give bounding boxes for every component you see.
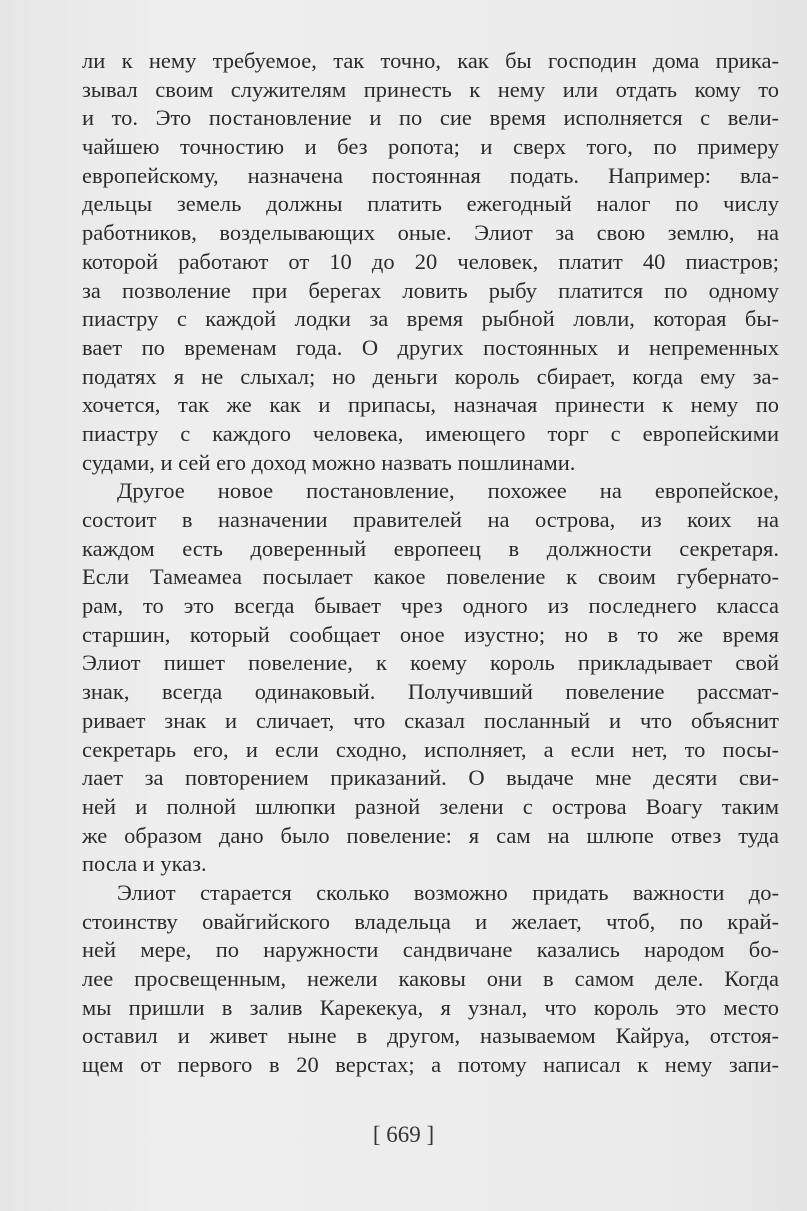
text-line: ней и полной шлюпки разной зелени с острова Воагу таким bbox=[82, 793, 779, 819]
text-line: ривает знак и сличает, что сказал посланный и что объяснит bbox=[82, 707, 779, 733]
text-line: мы пришли в залив Карекекуа, я узнал, что король это место bbox=[82, 994, 779, 1020]
body-text bbox=[82, 47, 779, 1080]
text-line: Другое новое постановление, похожее на европейское, bbox=[117, 478, 779, 504]
text-line: и то. Это постановление и по сие время исполняется с вели- bbox=[82, 105, 779, 131]
paragraph bbox=[82, 47, 779, 477]
text-line: оставил и живет ныне в другом, называемом Кайруа, отстоя- bbox=[82, 1023, 779, 1049]
text-line: лает за повторением приказаний. О выдаче мне десяти сви- bbox=[82, 765, 779, 791]
text-line: же образом дано было повеление: я сам на шлюпе отвез туда bbox=[82, 822, 779, 848]
text-line: каждом есть доверенный европеец в должности секретаря. bbox=[82, 535, 779, 561]
text-line: посла и указ. bbox=[82, 851, 207, 877]
text-line: Элиот пишет повеление, к коему король прикладывает свой bbox=[82, 650, 779, 676]
text-line: Элиот старается сколько возможно придать важности до- bbox=[117, 879, 779, 905]
text-line: работников, возделывающих оные. Элиот за свою землю, на bbox=[82, 220, 779, 246]
text-line: податях я не слыхал; но деньги король сбирает, когда ему за- bbox=[82, 363, 779, 389]
text-line: пиастру с каждого человека, имеющего торг с европейскими bbox=[82, 420, 779, 446]
text-line: старшин, который сообщает оное изустно; но в то же время bbox=[82, 621, 779, 647]
text-line: за позволение при берегах ловить рыбу платится по одному bbox=[82, 277, 779, 303]
text-line: лее просвещенным, нежели каковы они в самом деле. Когда bbox=[82, 966, 779, 991]
text-line: рам, то это всегда бывает чрез одного из последнего класса bbox=[82, 593, 779, 619]
paragraph bbox=[82, 477, 779, 879]
text-line: хочется, так же как и припасы, назначая принести к нему по bbox=[82, 392, 779, 418]
text-line: стоинству овайгийского владельца и желает, чтоб, по край- bbox=[82, 908, 779, 934]
text-line: Если Тамеамеа посылает какое повеление к своим губернато- bbox=[82, 564, 779, 590]
text-line: чайшею точностию и без ропота; и сверх того, по примеру bbox=[82, 134, 779, 160]
text-line: судами, и сей его доход можно назвать пошлинами. bbox=[82, 449, 576, 475]
text-line: щем от первого в 20 верстах; а потому написал к нему запи- bbox=[82, 1052, 779, 1078]
text-line: пиастру с каждой лодки за время рыбной ловли, которая бы- bbox=[82, 306, 779, 332]
text-line: европейскому, назначена постоянная подать. Например: вла- bbox=[82, 162, 779, 188]
paragraph bbox=[82, 879, 779, 1080]
page-number: [ 669 ] bbox=[372, 1122, 435, 1147]
text-line: состоит в назначении правителей на острова, из коих на bbox=[82, 507, 779, 532]
text-line: вает по временам года. О других постоянных и непременных bbox=[82, 334, 779, 360]
text-line: дельцы земель должны платить ежегодный налог по числу bbox=[82, 191, 779, 217]
text-line: знак, всегда одинаковый. Получивший повеление рассмат- bbox=[82, 679, 779, 705]
text-line: секретарь его, и если сходно, исполняет, а если нет, то посы- bbox=[82, 736, 779, 762]
text-line: ней мере, по наружности сандвичане казались народом бо- bbox=[82, 937, 779, 963]
text-line: зывал своим служителям принесть к нему или отдать кому то bbox=[82, 76, 779, 102]
text-line: которой работают от 10 до 20 человек, платит 40 пиастров; bbox=[82, 248, 779, 274]
text-line: ли к нему требуемое, так точно, как бы господин дома прика- bbox=[82, 48, 779, 73]
